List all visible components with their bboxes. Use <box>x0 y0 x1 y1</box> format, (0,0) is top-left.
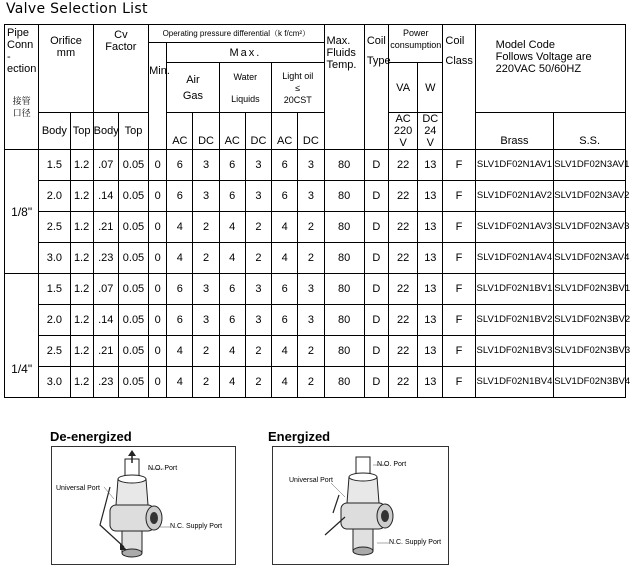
pipe-header-cn: 接管 <box>12 96 31 106</box>
coil-type-line: Type <box>366 55 391 67</box>
cv-top-cell: 0.05 <box>118 212 148 243</box>
air-ac-cell: 4 <box>167 367 193 398</box>
air-ac-cell: 4 <box>167 243 193 274</box>
deenergized-caption: De-energized <box>50 429 132 444</box>
air-dc-cell: 3 <box>193 181 219 212</box>
air-dc-cell: 3 <box>193 274 219 305</box>
water-line: Liquids <box>231 93 260 104</box>
water-ac-cell: 4 <box>219 243 245 274</box>
air-line: Gas <box>182 89 204 102</box>
orifice-top-cell: 1.2 <box>70 212 93 243</box>
model-brass-cell: SLV1DF02N1AV2 <box>475 181 554 212</box>
universal-port-label: Universal Port <box>289 477 333 484</box>
cv-top-cell: 0.05 <box>118 336 148 367</box>
pipe-size-cell: 1/8" <box>5 150 39 274</box>
oil-ac-header: AC <box>272 113 298 150</box>
min-header <box>149 43 170 150</box>
model-code-header <box>475 25 625 113</box>
model-ss-cell: SLV1DF02N3AV3 <box>554 212 626 243</box>
dc24-line: V <box>426 137 434 149</box>
max-temp-cell: 80 <box>324 336 364 367</box>
min-pressure-cell: 0 <box>149 367 167 398</box>
ac220-line: 220 <box>393 125 413 137</box>
orifice-body-cell: 2.5 <box>39 336 70 367</box>
air-ac-cell: 4 <box>167 336 193 367</box>
oil-ac-cell: 4 <box>272 367 298 398</box>
air-dc-cell: 3 <box>193 150 219 181</box>
cv-top-cell: 0.05 <box>118 305 148 336</box>
max-temp-line: Fluids <box>326 47 356 59</box>
cv-header-line: Factor <box>105 41 137 53</box>
power-w-cell: 13 <box>418 274 443 305</box>
power-w-cell: 13 <box>418 305 443 336</box>
pipe-header-line: Conn <box>7 39 34 51</box>
air-ac-header: AC <box>167 113 193 150</box>
coil-type-header <box>364 25 391 150</box>
cv-body-cell: .07 <box>93 274 118 305</box>
coil-class-cell: F <box>443 181 475 212</box>
orifice-header <box>39 25 93 113</box>
pipe-header-line: Pipe <box>7 27 30 39</box>
oil-dc-cell: 3 <box>298 150 324 181</box>
air-ac-cell: 4 <box>167 212 193 243</box>
orifice-top-cell: 1.2 <box>70 274 93 305</box>
cv-body-header: Body <box>93 113 118 150</box>
water-dc-cell: 2 <box>245 367 271 398</box>
coil-type-cell: D <box>364 367 388 398</box>
cv-body-cell: .21 <box>93 336 118 367</box>
oil-ac-cell: 4 <box>272 336 298 367</box>
orifice-top-cell: 1.2 <box>70 367 93 398</box>
ac220-header <box>389 113 418 150</box>
ac220-line: V <box>399 137 407 149</box>
oil-ac-cell: 6 <box>272 181 298 212</box>
orifice-body-cell: 1.5 <box>39 150 70 181</box>
coil-type-cell: D <box>364 243 388 274</box>
model-ss-cell: SLV1DF02N3BV4 <box>554 367 626 398</box>
orifice-header-line: Orifice <box>50 35 82 47</box>
oil-ac-cell: 4 <box>272 212 298 243</box>
table-row <box>5 274 626 305</box>
oil-ac-cell: 6 <box>272 274 298 305</box>
air-line: Air <box>186 73 200 86</box>
cv-body-cell: .14 <box>93 305 118 336</box>
power-w-cell: 13 <box>418 150 443 181</box>
min-pressure-cell: 0 <box>149 181 167 212</box>
model-brass-cell: SLV1DF02N1BV1 <box>475 274 554 305</box>
oil-dc-cell: 3 <box>298 274 324 305</box>
model-code-line: Follows Voltage are <box>495 51 592 63</box>
min-pressure-cell: 0 <box>149 336 167 367</box>
orifice-body-cell: 1.5 <box>39 274 70 305</box>
energized-caption: Energized <box>268 429 331 444</box>
power-w-cell: 13 <box>418 336 443 367</box>
deenergized-diagram <box>51 446 236 565</box>
orifice-body-cell: 3.0 <box>39 243 70 274</box>
cv-top-cell: 0.05 <box>118 243 148 274</box>
max-temp-line: Max. <box>326 35 351 47</box>
power-w-cell: 13 <box>418 181 443 212</box>
oil-dc-cell: 2 <box>298 243 324 274</box>
cv-body-cell: .14 <box>93 181 118 212</box>
oil-ac-cell: 4 <box>272 243 298 274</box>
oil-dc-header: DC <box>298 113 324 150</box>
table-row <box>5 336 626 367</box>
water-ac-cell: 4 <box>219 336 245 367</box>
power-consumption-header <box>389 25 443 63</box>
max-header: Max. <box>167 43 324 63</box>
dc24-header <box>418 113 443 150</box>
air-dc-cell: 2 <box>193 367 219 398</box>
model-code-line: Model Code <box>495 39 555 51</box>
coil-class-cell: F <box>443 212 475 243</box>
orifice-top-header: Top <box>70 113 93 150</box>
energized-diagram <box>272 446 449 565</box>
oil-ac-cell: 6 <box>272 150 298 181</box>
pressure-differential-header: Operating pressure differential（k f/cm²） <box>149 25 324 43</box>
table-row <box>5 367 626 398</box>
min-pressure-cell: 0 <box>149 150 167 181</box>
max-fluids-temp-header <box>324 25 364 150</box>
orifice-body-cell: 2.5 <box>39 212 70 243</box>
table-row <box>5 305 626 336</box>
coil-type-cell: D <box>364 150 388 181</box>
no-port-label: N.O. Port <box>148 465 178 472</box>
water-dc-cell: 2 <box>245 212 271 243</box>
ac220-line: AC <box>395 113 411 125</box>
power-va-cell: 22 <box>389 243 418 274</box>
coil-type-cell: D <box>364 274 388 305</box>
coil-type-cell: D <box>364 305 388 336</box>
power-va-cell: 22 <box>389 274 418 305</box>
orifice-body-header: Body <box>39 113 70 150</box>
dc24-line: 24 <box>424 125 437 137</box>
water-ac-cell: 4 <box>219 367 245 398</box>
cv-factor-header <box>93 25 148 113</box>
water-dc-cell: 3 <box>245 150 271 181</box>
oil-dc-cell: 2 <box>298 212 324 243</box>
cv-top-header: Top <box>118 113 148 150</box>
model-brass-cell: SLV1DF02N1BV3 <box>475 336 554 367</box>
table-row <box>5 150 626 181</box>
cv-body-cell: .23 <box>93 243 118 274</box>
model-brass-cell: SLV1DF02N1AV4 <box>475 243 554 274</box>
oil-dc-cell: 2 <box>298 367 324 398</box>
power-va-cell: 22 <box>389 336 418 367</box>
nc-port-label: N.C. Supply Port <box>389 539 442 546</box>
orifice-top-cell: 1.2 <box>70 181 93 212</box>
table-row <box>5 212 626 243</box>
cv-top-cell: 0.05 <box>118 274 148 305</box>
brass-header: Brass <box>475 113 554 150</box>
orifice-body-cell: 3.0 <box>39 367 70 398</box>
cv-body-cell: .07 <box>93 150 118 181</box>
max-temp-line: Temp. <box>326 59 357 71</box>
coil-type-line: Coil <box>366 35 386 47</box>
power-va-cell: 22 <box>389 150 418 181</box>
model-brass-cell: SLV1DF02N1BV4 <box>475 367 554 398</box>
pipe-connection-header <box>5 25 39 150</box>
coil-class-header <box>443 25 475 150</box>
max-temp-cell: 80 <box>324 274 364 305</box>
model-brass-cell: SLV1DF02N1BV2 <box>475 305 554 336</box>
power-va-cell: 22 <box>389 367 418 398</box>
power-w-cell: 13 <box>418 212 443 243</box>
coil-type-cell: D <box>364 212 388 243</box>
cv-top-cell: 0.05 <box>118 150 148 181</box>
model-ss-cell: SLV1DF02N3AV2 <box>554 181 626 212</box>
coil-class-cell: F <box>443 274 475 305</box>
cv-top-cell: 0.05 <box>118 367 148 398</box>
nc-port-label: N.C. Supply Port <box>170 523 223 530</box>
coil-type-cell: D <box>364 181 388 212</box>
model-ss-cell: SLV1DF02N3AV1 <box>554 150 626 181</box>
pipe-size-cell: 1/4" <box>5 274 39 398</box>
cv-body-cell: .21 <box>93 212 118 243</box>
valve-drawing-energized <box>273 447 448 564</box>
coil-class-line: Coil <box>445 35 465 47</box>
water-ac-cell: 4 <box>219 212 245 243</box>
water-line: Water <box>233 71 258 82</box>
coil-class-cell: F <box>443 367 475 398</box>
table-row <box>5 181 626 212</box>
min-pressure-cell: 0 <box>149 274 167 305</box>
coil-class-cell: F <box>443 150 475 181</box>
min-label: Min. <box>149 65 170 77</box>
oil-line: ≤ <box>295 82 301 93</box>
power-va-cell: 22 <box>389 181 418 212</box>
water-ac-cell: 6 <box>219 150 245 181</box>
water-ac-cell: 6 <box>219 181 245 212</box>
pipe-header-line: -ection <box>7 51 37 75</box>
ss-header: S.S. <box>554 113 626 150</box>
valve-drawing-deenergized <box>52 447 235 564</box>
max-temp-cell: 80 <box>324 181 364 212</box>
cv-body-cell: .23 <box>93 367 118 398</box>
oil-line: Light oil <box>282 70 314 81</box>
water-dc-cell: 3 <box>245 274 271 305</box>
light-oil-header <box>272 63 324 113</box>
water-liquids-header <box>219 63 271 113</box>
model-brass-cell: SLV1DF02N1AV3 <box>475 212 554 243</box>
water-dc-cell: 3 <box>245 305 271 336</box>
oil-dc-cell: 3 <box>298 181 324 212</box>
min-pressure-cell: 0 <box>149 305 167 336</box>
valve-selection-table <box>4 24 630 398</box>
orifice-top-cell: 1.2 <box>70 305 93 336</box>
oil-ac-cell: 6 <box>272 305 298 336</box>
coil-class-cell: F <box>443 336 475 367</box>
max-temp-cell: 80 <box>324 305 364 336</box>
no-port-label: N.O. Port <box>377 461 407 468</box>
power-line: Power <box>402 28 429 38</box>
air-dc-cell: 2 <box>193 212 219 243</box>
power-w-cell: 13 <box>418 367 443 398</box>
model-ss-cell: SLV1DF02N3BV2 <box>554 305 626 336</box>
air-dc-cell: 2 <box>193 336 219 367</box>
water-ac-header: AC <box>219 113 245 150</box>
coil-class-cell: F <box>443 305 475 336</box>
dc24-line: DC <box>422 113 439 125</box>
page-title: Valve Selection List <box>6 1 148 17</box>
water-ac-cell: 6 <box>219 274 245 305</box>
water-dc-cell: 2 <box>245 243 271 274</box>
water-ac-cell: 6 <box>219 305 245 336</box>
coil-class-cell: F <box>443 243 475 274</box>
orifice-body-cell: 2.0 <box>39 305 70 336</box>
oil-line: 20CST <box>283 94 312 105</box>
coil-type-cell: D <box>364 336 388 367</box>
air-gas-header <box>167 63 219 113</box>
air-ac-cell: 6 <box>167 150 193 181</box>
air-dc-cell: 3 <box>193 305 219 336</box>
model-code-line: 220VAC 50/60HZ <box>495 63 582 75</box>
air-ac-cell: 6 <box>167 181 193 212</box>
orifice-top-cell: 1.2 <box>70 336 93 367</box>
model-ss-cell: SLV1DF02N3BV3 <box>554 336 626 367</box>
cv-header-line: Cv <box>114 29 128 41</box>
air-ac-cell: 6 <box>167 305 193 336</box>
table-row <box>5 243 626 274</box>
air-ac-cell: 6 <box>167 274 193 305</box>
orifice-top-cell: 1.2 <box>70 150 93 181</box>
air-dc-header: DC <box>193 113 219 150</box>
orifice-header-line: mm <box>56 47 76 59</box>
power-line: consumption <box>390 40 442 50</box>
water-dc-cell: 2 <box>245 336 271 367</box>
max-temp-cell: 80 <box>324 150 364 181</box>
model-ss-cell: SLV1DF02N3AV4 <box>554 243 626 274</box>
va-header: VA <box>389 63 418 113</box>
universal-port-label: Universal Port <box>56 485 100 492</box>
water-dc-header: DC <box>245 113 271 150</box>
coil-class-line: Class <box>445 55 473 67</box>
model-ss-cell: SLV1DF02N3BV1 <box>554 274 626 305</box>
model-brass-cell: SLV1DF02N1AV1 <box>475 150 554 181</box>
oil-dc-cell: 3 <box>298 305 324 336</box>
pipe-header-cn: 口径 <box>12 108 31 118</box>
power-w-cell: 13 <box>418 243 443 274</box>
min-pressure-cell: 0 <box>149 243 167 274</box>
power-va-cell: 22 <box>389 212 418 243</box>
air-dc-cell: 2 <box>193 243 219 274</box>
w-header: W <box>418 63 443 113</box>
orifice-body-cell: 2.0 <box>39 181 70 212</box>
max-temp-cell: 80 <box>324 243 364 274</box>
max-temp-cell: 80 <box>324 367 364 398</box>
water-dc-cell: 3 <box>245 181 271 212</box>
power-va-cell: 22 <box>389 305 418 336</box>
min-pressure-cell: 0 <box>149 212 167 243</box>
max-temp-cell: 80 <box>324 212 364 243</box>
oil-dc-cell: 2 <box>298 336 324 367</box>
cv-top-cell: 0.05 <box>118 181 148 212</box>
orifice-top-cell: 1.2 <box>70 243 93 274</box>
